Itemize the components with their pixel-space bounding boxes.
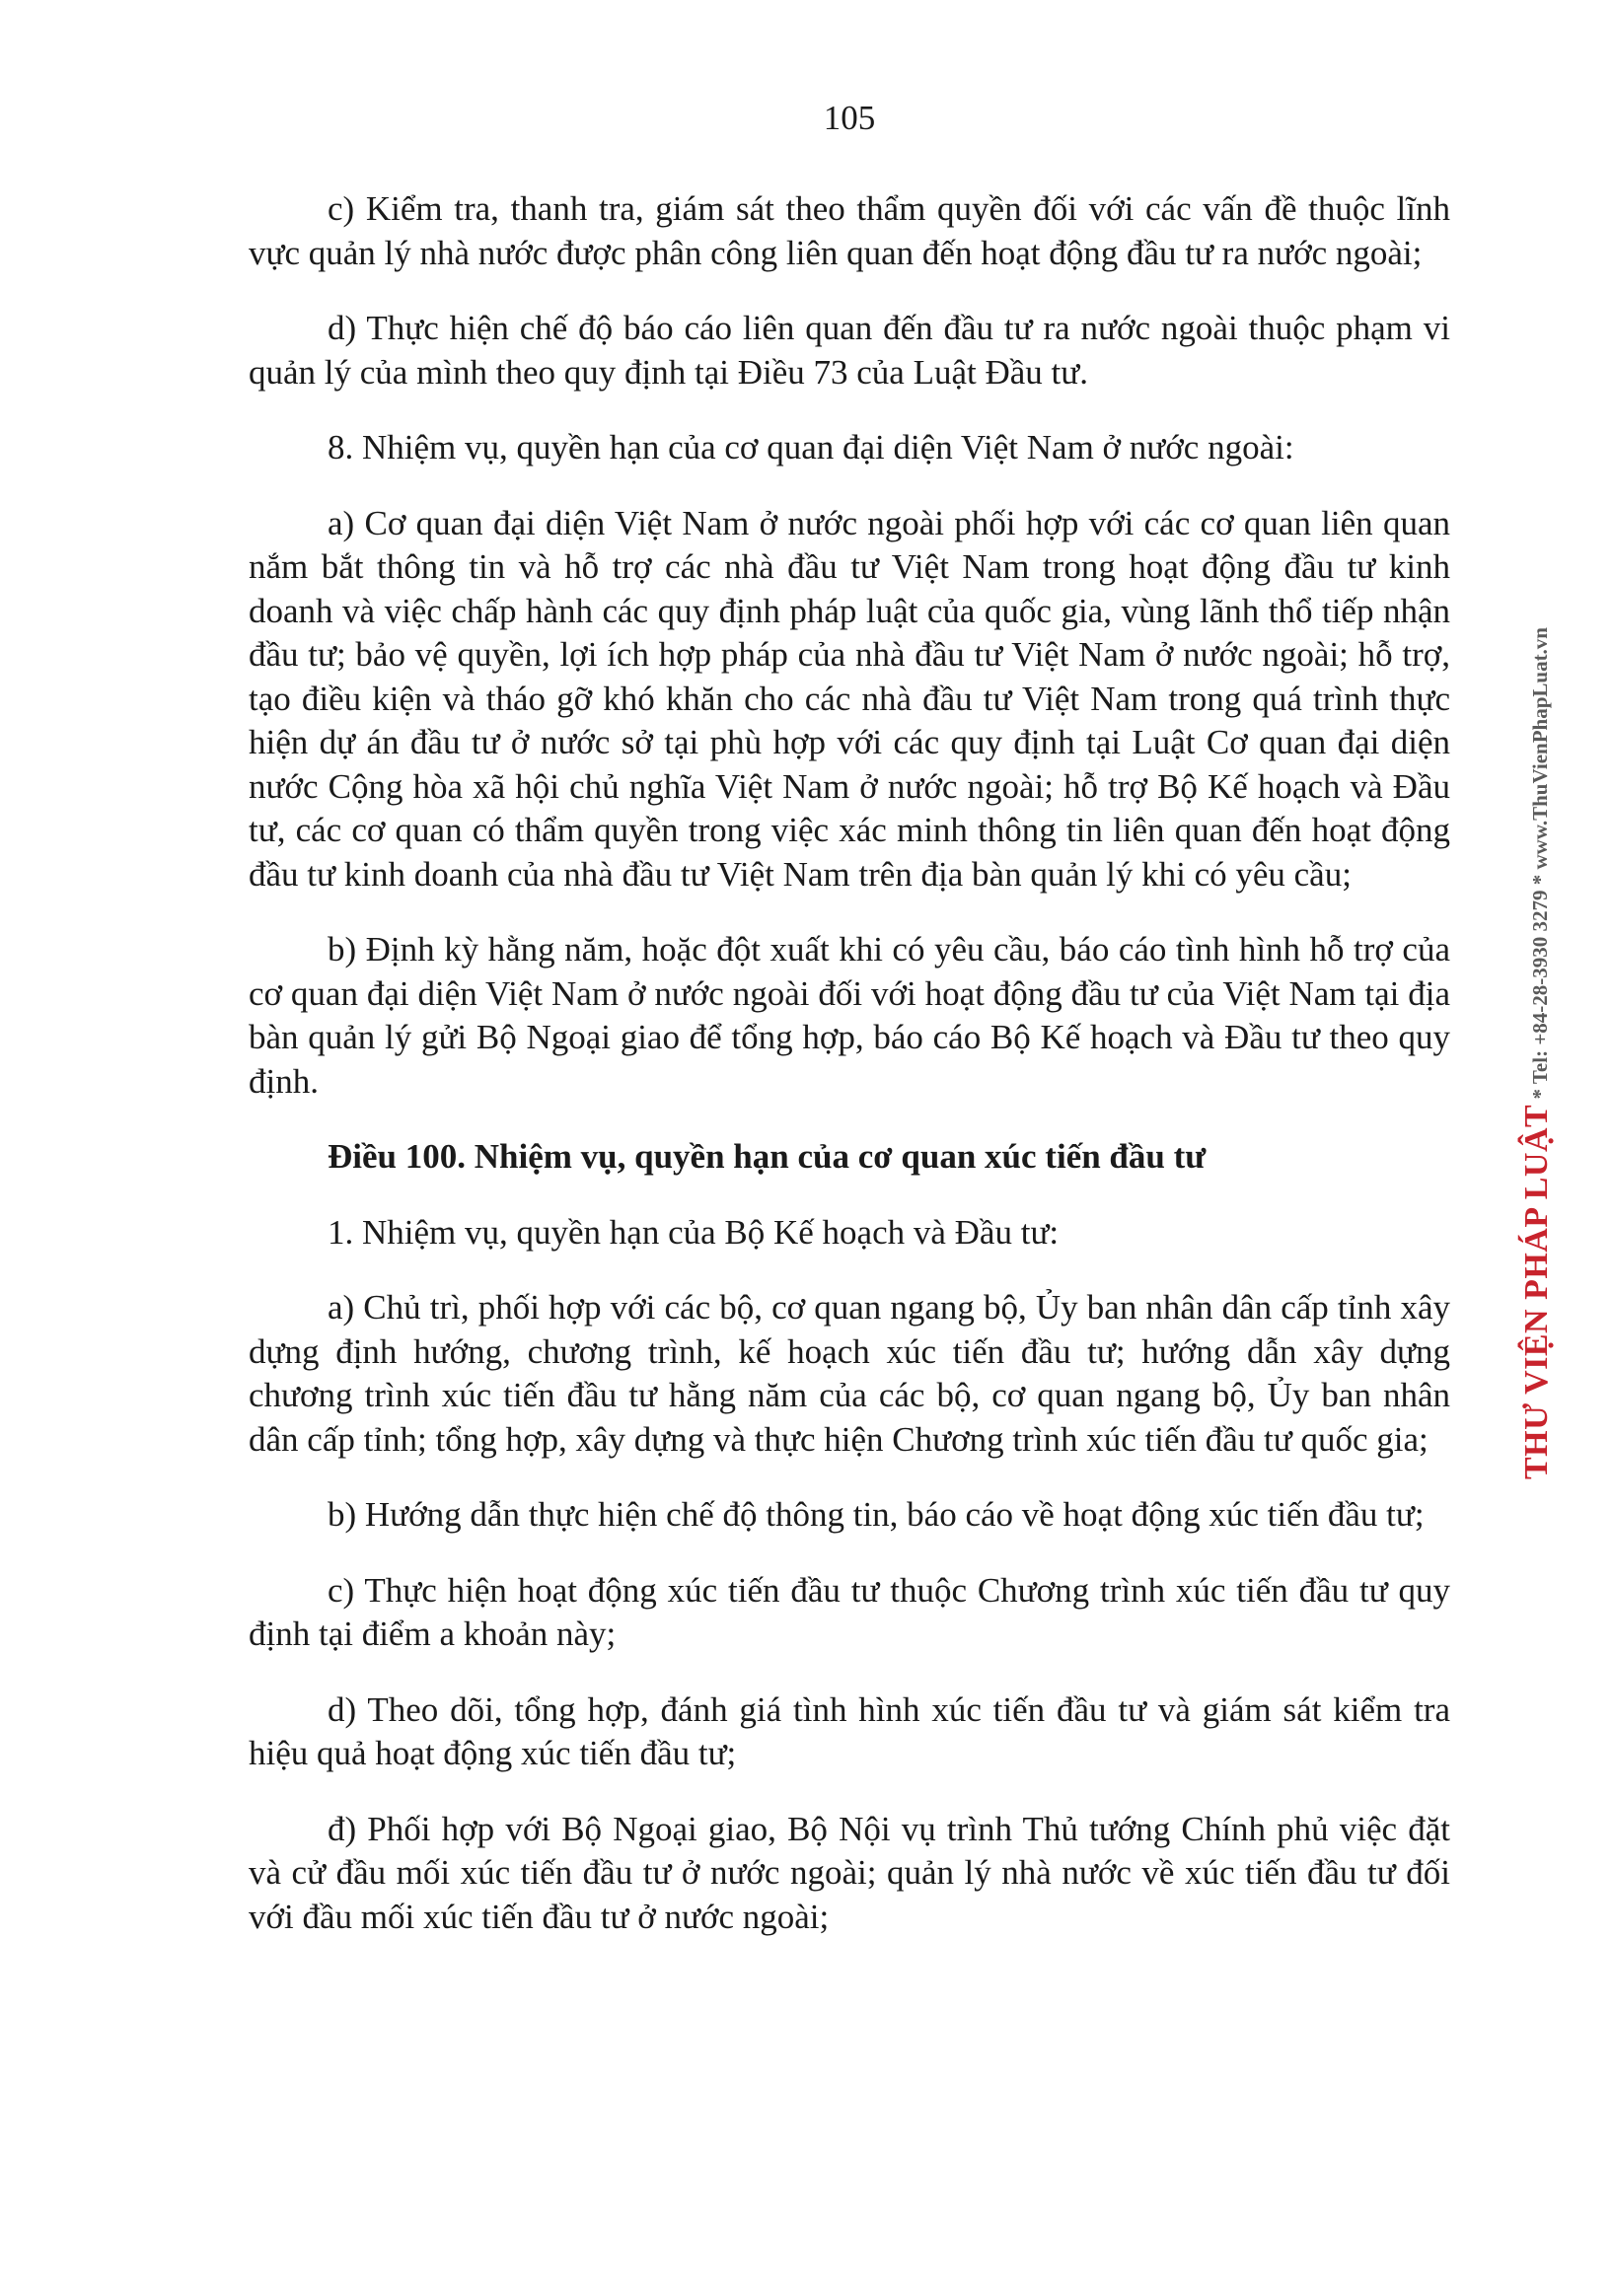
paragraph: b) Hướng dẫn thực hiện chế độ thông tin, báo cáo về hoạt động xúc tiến đầu tư;	[328, 1495, 1425, 1534]
paragraph: d) Thực hiện chế độ báo cáo liên quan đến đầu tư ra nước ngoài thuộc phạm vi quản lý của mình theo quy định tại Điều 73 của Luật Đầu tư.	[249, 309, 1450, 392]
article-heading: Điều 100. Nhiệm vụ, quyền hạn của cơ quan xúc tiến đầu tư	[328, 1137, 1207, 1176]
paragraph: c) Thực hiện hoạt động xúc tiến đầu tư thuộc Chương trình xúc tiến đầu tư quy định tại điểm a khoản này;	[249, 1570, 1450, 1653]
page-number: 105	[823, 99, 876, 137]
paragraph: đ) Phối hợp với Bộ Ngoại giao, Bộ Nội vụ trình Thủ tướng Chính phủ việc đặt và cử đầu mối xúc tiến đầu tư ở nước ngoài; quản lý nhà nước về xúc tiến đầu tư đối với đầu mối xúc tiến đầu tư ở nước ngoài;	[249, 1809, 1450, 1936]
watermark-contact: * Tel: +84-28-3930 3279 * www.ThuVienPhapLuat.vn	[1528, 627, 1552, 1105]
paragraph: c) Kiểm tra, thanh tra, giám sát theo thẩm quyền đối với các vấn đề thuộc lĩnh vực quản lý nhà nước được phân công liên quan đến hoạt động đầu tư ra nước ngoài;	[249, 189, 1450, 272]
watermark-brand: THƯ VIỆN PHÁP LUẬT	[1518, 1104, 1555, 1479]
document-body	[249, 187, 1450, 1971]
paragraph: b) Định kỳ hằng năm, hoặc đột xuất khi có yêu cầu, báo cáo tình hình hỗ trợ của cơ quan đại diện Việt Nam ở nước ngoài đối với hoạt động đầu tư của Việt Nam tại địa bàn quản lý gửi Bộ Ngoại giao để tổng hợp, báo cáo Bộ Kế hoạch và Đầu tư theo quy định.	[249, 930, 1450, 1101]
paragraph: d) Theo dõi, tổng hợp, đánh giá tình hình xúc tiến đầu tư và giám sát kiểm tra hiệu quả hoạt động xúc tiến đầu tư;	[249, 1689, 1450, 1772]
paragraph: 1. Nhiệm vụ, quyền hạn của Bộ Kế hoạch và Đầu tư:	[328, 1212, 1060, 1252]
paragraph: a) Cơ quan đại diện Việt Nam ở nước ngoài phối hợp với các cơ quan liên quan nắm bắt thông tin và hỗ trợ các nhà đầu tư Việt Nam trong hoạt động đầu tư kinh doanh và việc chấp hành các quy định pháp luật của quốc gia, vùng lãnh thổ tiếp nhận đầu tư; bảo vệ quyền, lợi ích hợp pháp của nhà đầu tư Việt Nam ở nước ngoài; hỗ trợ, tạo điều kiện và tháo gỡ khó khăn cho các nhà đầu tư Việt Nam trong quá trình thực hiện dự án đầu tư ở nước sở tại phù hợp với các quy định tại Luật Cơ quan đại diện nước Cộng hòa xã hội chủ nghĩa Việt Nam ở nước ngoài; hỗ trợ Bộ Kế hoạch và Đầu tư, các cơ quan có thẩm quyền trong việc xác minh thông tin liên quan đến hoạt động đầu tư kinh doanh của nhà đầu tư Việt Nam trên địa bàn quản lý khi có yêu cầu;	[249, 503, 1450, 894]
paragraph: 8. Nhiệm vụ, quyền hạn của cơ quan đại diện Việt Nam ở nước ngoài:	[328, 428, 1294, 466]
watermark	[1517, 493, 1557, 1479]
paragraph: a) Chủ trì, phối hợp với các bộ, cơ quan ngang bộ, Ủy ban nhân dân cấp tỉnh xây dựng định hướng, chương trình, kế hoạch xúc tiến đầu tư; hướng dẫn xây dựng chương trình xúc tiến đầu tư hằng năm của các bộ, cơ quan ngang bộ, Ủy ban nhân dân cấp tỉnh; tổng hợp, xây dựng và thực hiện Chương trình xúc tiến đầu tư quốc gia;	[249, 1288, 1450, 1459]
